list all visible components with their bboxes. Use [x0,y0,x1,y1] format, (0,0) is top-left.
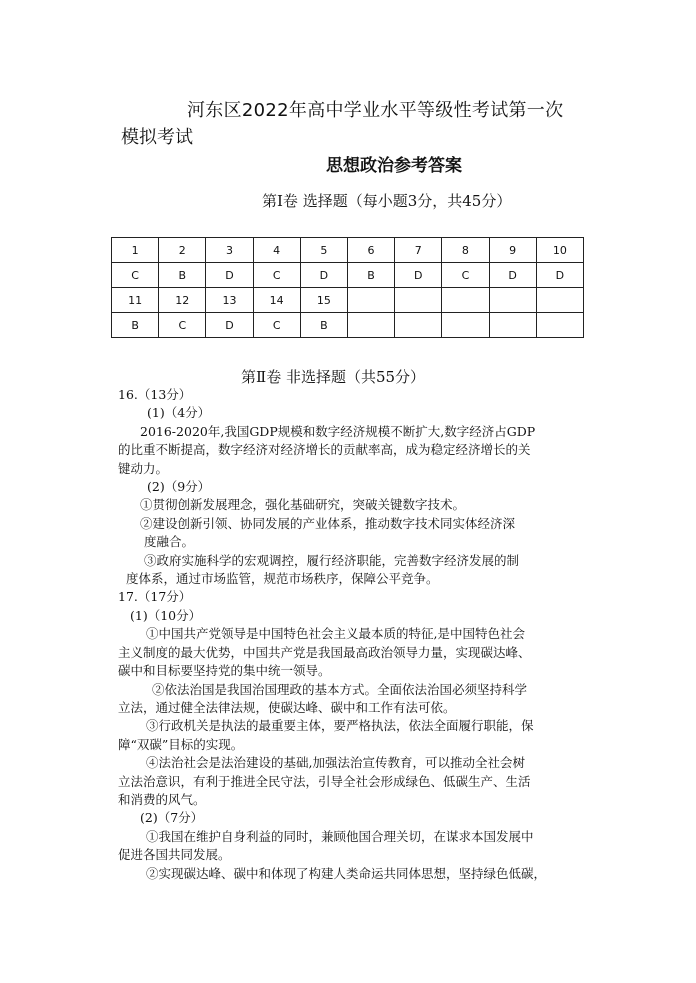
table-cell: D [395,263,442,288]
answer-line: 度体系，通过市场监管，规范市场秩序，保障公平竞争。 [126,571,439,587]
answer-line: 键动力。 [118,460,169,476]
table-cell: B [347,263,394,288]
answer-line: 和消费的风气。 [118,791,206,807]
table-cell: B [112,313,159,338]
answer-line: ③行政机关是执法的最重要主体，要严格执法，依法全面履行职能，保 [146,718,534,734]
answer-table [111,237,584,338]
table-cell [442,288,489,313]
answer-body [118,386,588,883]
answer-line: ②依法治国是我国治国理政的基本方式。全面依法治国必须坚持科学 [152,681,528,697]
table-cell [347,313,394,338]
table-cell: 10 [536,238,583,263]
table-cell: 13 [206,288,253,313]
table-cell: D [206,263,253,288]
table-row [112,288,584,313]
table-row [112,313,584,338]
table-cell [489,288,536,313]
answer-line: 促进各国共同发展。 [118,847,231,863]
answer-line: ②建设创新引领、协同发展的产业体系，推动数字技术同实体经济深 [140,515,516,531]
section-1-heading: 第Ⅰ卷 选择题（每小题3分，共45分） [262,192,512,210]
table-row [112,263,584,288]
answer-line: ②实现碳达峰、碳中和体现了构建人类命运共同体思想，坚持绿色低碳， [146,865,547,881]
table-cell: C [253,313,300,338]
answer-line: ④法治社会是法治建设的基础,加强法治宣传教育，可以推动全社会树 [146,755,525,771]
table-cell: 6 [347,238,394,263]
table-cell: D [536,263,583,288]
table-cell: 11 [112,288,159,313]
answer-line: 立法，通过健全法律法规，使碳达峰、碳中和工作有法可依。 [118,699,456,715]
answer-line: ③政府实施科学的宏观调控，履行经济职能，完善数字经济发展的制 [144,552,520,568]
answer-line: ①贯彻创新发展理念，强化基础研究，突破关键数字技术。 [140,497,466,513]
table-cell: C [253,263,300,288]
table-row [112,238,584,263]
table-cell [395,288,442,313]
answer-line: 立法治意识，有利于推进全民守法，引导全社会形成绿色、低碳生产、生活 [118,773,531,789]
table-cell: C [159,313,206,338]
table-cell: 2 [159,238,206,263]
answer-line: 2016-2020年,我国GDP规模和数字经济规模不断扩大,数字经济占GDP [140,423,536,439]
answer-line: 的比重不断提高，数字经济对经济增长的贡献率高，成为稳定经济增长的关 [118,442,531,458]
table-cell [395,313,442,338]
page-subtitle: 思想政治参考答案 [326,156,462,176]
page-title-line-1: 河东区2022年高中学业水平等级性考试第一次 [187,100,564,121]
table-cell: 14 [253,288,300,313]
table-cell: 1 [112,238,159,263]
answer-line: (2)（7分） [140,810,204,826]
table-cell: 3 [206,238,253,263]
answer-line: ①我国在维护自身利益的同时，兼顾他国合理关切，在谋求本国发展中 [146,828,534,844]
table-cell [489,313,536,338]
table-cell: 8 [442,238,489,263]
table-cell [347,288,394,313]
answer-line: (1)（10分） [130,607,202,623]
answer-line: 障“双碳”目标的实现。 [118,736,244,752]
table-cell: B [159,263,206,288]
table-cell [442,313,489,338]
table-cell: 5 [300,238,347,263]
table-cell: D [489,263,536,288]
table-cell: D [300,263,347,288]
table-cell: B [300,313,347,338]
answer-line: 碳中和目标要坚持党的集中统一领导。 [118,663,331,679]
answer-line: 17.（17分） [118,589,192,605]
page-title-line-2: 模拟考试 [121,127,193,148]
answer-line: 度融合。 [144,534,195,550]
table-cell: D [206,313,253,338]
answer-line: ①中国共产党领导是中国特色社会主义最本质的特征,是中国特色社会 [146,626,525,642]
table-cell: 9 [489,238,536,263]
answer-line: (1)（4分） [147,405,211,421]
table-cell: C [112,263,159,288]
table-cell [536,288,583,313]
answer-line: 16.（13分） [118,387,192,402]
answer-line: (2)（9分） [147,479,211,495]
table-cell: 12 [159,288,206,313]
table-cell [536,313,583,338]
section-2-heading: 第Ⅱ卷 非选择题（共55分） [241,368,426,386]
table-cell: C [442,263,489,288]
answer-line: 主义制度的最大优势，中国共产党是我国最高政治领导力量，实现碳达峰、 [118,644,531,660]
table-cell: 15 [300,288,347,313]
table-cell: 7 [395,238,442,263]
table-cell: 4 [253,238,300,263]
